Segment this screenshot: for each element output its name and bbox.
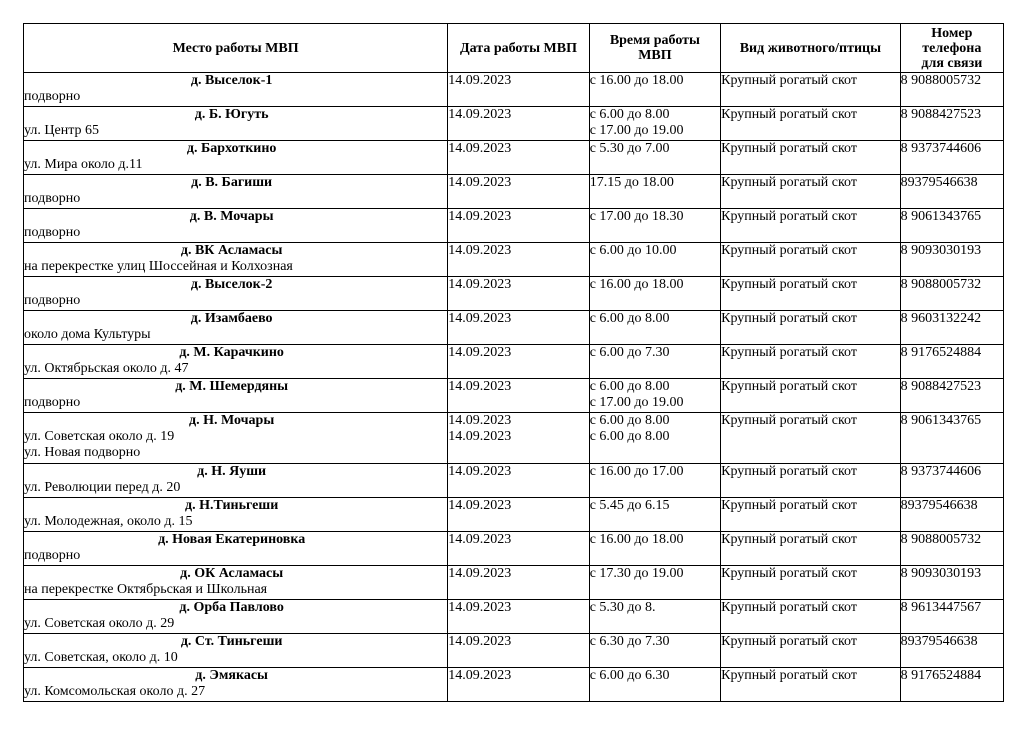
place-cell (24, 379, 448, 413)
address-text: около дома Культуры (24, 327, 151, 342)
work-date: 14.09.2023 (448, 634, 512, 649)
work-date: 14.09.2023 (448, 668, 512, 683)
table-row (24, 668, 1004, 702)
address-text: ул. Комсомольская около д. 27 (24, 684, 206, 699)
address-text: ул. Советская около д. 29 (24, 616, 175, 631)
phone-cell (900, 209, 1003, 243)
work-date: 14.09.2023 (448, 379, 512, 394)
animal-type: Крупный рогатый скот (721, 566, 857, 581)
work-date: 14.09.2023 (448, 600, 512, 615)
animal-cell (721, 141, 901, 175)
table-row (24, 107, 1004, 141)
time-cell (589, 668, 720, 702)
place-cell (24, 277, 448, 311)
date-cell (448, 243, 589, 277)
date-cell (448, 379, 589, 413)
time-cell (589, 73, 720, 107)
animal-cell (721, 532, 901, 566)
phone-number: 8 9176524884 (900, 668, 982, 683)
phone-cell (900, 600, 1003, 634)
work-date: 14.09.2023 (448, 464, 512, 479)
place-cell (24, 311, 448, 345)
animal-cell (721, 566, 901, 600)
animal-cell (721, 498, 901, 532)
animal-type: Крупный рогатый скот (721, 311, 857, 326)
address-text: ул. Октябрьская около д. 47 (24, 361, 189, 376)
village-name: д. М. Шемердяны (175, 379, 289, 394)
work-date: 14.09.2023 (448, 175, 512, 190)
place-cell (24, 634, 448, 668)
village-name: д. Ст. Тиньгеши (180, 634, 283, 649)
place-cell (24, 532, 448, 566)
animal-type: Крупный рогатый скот (721, 209, 857, 224)
address-text: подворно (24, 395, 81, 410)
village-name: д. ОК Асламасы (180, 566, 284, 581)
village-name: д. В. Багиши (191, 175, 273, 190)
address-text: ул. Советская, около д. 10 (24, 650, 178, 665)
phone-number: 8 9061343765 (900, 209, 982, 224)
address-text: ул. Центр 65 (24, 123, 99, 138)
animal-cell (721, 311, 901, 345)
table-row (24, 634, 1004, 668)
phone-number: 89379546638 (900, 634, 978, 649)
table-row (24, 175, 1004, 209)
address-text: подворно (24, 548, 81, 563)
work-date: 14.09.2023 (448, 209, 512, 224)
village-name: д. Б. Югуть (194, 107, 269, 122)
table-row (24, 141, 1004, 175)
phone-number: 89379546638 (900, 175, 978, 190)
phone-number: 8 9088427523 (900, 107, 982, 122)
phone-number: 8 9373744606 (900, 464, 982, 479)
work-date: 14.09.2023 (448, 429, 512, 444)
animal-cell (721, 600, 901, 634)
address-text: подворно (24, 293, 81, 308)
animal-cell (721, 345, 901, 379)
work-time: с 6.00 до 7.30 (589, 345, 670, 360)
table-row (24, 379, 1004, 413)
animal-cell (721, 464, 901, 498)
village-name: д. М. Карачкино (179, 345, 284, 360)
animal-type: Крупный рогатый скот (721, 141, 857, 156)
date-cell (448, 277, 589, 311)
animal-type: Крупный рогатый скот (721, 107, 857, 122)
work-time: с 5.30 до 7.00 (589, 141, 670, 156)
animal-cell (721, 107, 901, 141)
date-cell (448, 600, 589, 634)
phone-number: 89379546638 (900, 498, 978, 513)
animal-type: Крупный рогатый скот (721, 345, 857, 360)
table-row (24, 209, 1004, 243)
village-name: д. Н. Мочары (189, 413, 275, 428)
phone-cell (900, 311, 1003, 345)
header-date: Дата работы МВП (448, 24, 589, 73)
animal-cell (721, 73, 901, 107)
date-cell (448, 175, 589, 209)
animal-type: Крупный рогатый скот (721, 73, 857, 88)
phone-cell (900, 498, 1003, 532)
work-time: с 6.30 до 7.30 (589, 634, 670, 649)
phone-number: 8 9088427523 (900, 379, 982, 394)
place-cell (24, 141, 448, 175)
work-date: 14.09.2023 (448, 277, 512, 292)
phone-number: 8 9093030193 (900, 243, 982, 258)
animal-type: Крупный рогатый скот (721, 498, 857, 513)
phone-cell (900, 107, 1003, 141)
time-cell (589, 634, 720, 668)
phone-cell (900, 464, 1003, 498)
phone-number: 8 9088005732 (900, 277, 982, 292)
place-cell (24, 243, 448, 277)
village-name: д. Новая Екатериновка (158, 532, 306, 547)
date-cell (448, 413, 589, 464)
phone-number: 8 9176524884 (900, 345, 982, 360)
work-time: с 17.30 до 19.00 (589, 566, 684, 581)
phone-number: 8 9613447567 (900, 600, 982, 615)
address-text: ул. Революции перед д. 20 (24, 480, 181, 495)
date-cell (448, 311, 589, 345)
date-cell (448, 464, 589, 498)
animal-type: Крупный рогатый скот (721, 634, 857, 649)
village-name: д. Н. Яуши (197, 464, 267, 479)
animal-type: Крупный рогатый скот (721, 413, 857, 428)
animal-type: Крупный рогатый скот (721, 464, 857, 479)
time-cell (589, 141, 720, 175)
date-cell (448, 532, 589, 566)
phone-cell (900, 379, 1003, 413)
phone-number: 8 9373744606 (900, 141, 982, 156)
phone-cell (900, 532, 1003, 566)
time-cell (589, 498, 720, 532)
place-cell (24, 345, 448, 379)
table-row (24, 600, 1004, 634)
work-date: 14.09.2023 (448, 532, 512, 547)
table-row (24, 413, 1004, 464)
phone-number: 8 9088005732 (900, 73, 982, 88)
address-text: подворно (24, 191, 81, 206)
work-date: 14.09.2023 (448, 413, 512, 428)
date-cell (448, 634, 589, 668)
village-name: д. Эмякасы (195, 668, 268, 683)
work-time: с 16.00 до 18.00 (589, 73, 684, 88)
place-cell (24, 498, 448, 532)
address-text: ул. Молодежная, около д. 15 (24, 514, 193, 529)
address-text-2: ул. Новая подворно (24, 445, 141, 460)
place-cell (24, 175, 448, 209)
work-date: 14.09.2023 (448, 73, 512, 88)
header-place: Место работы МВП (24, 24, 448, 73)
table-row (24, 311, 1004, 345)
place-cell (24, 600, 448, 634)
animal-cell (721, 277, 901, 311)
time-cell (589, 209, 720, 243)
village-name: д. В. Мочары (189, 209, 274, 224)
animal-cell (721, 209, 901, 243)
animal-cell (721, 379, 901, 413)
time-cell (589, 107, 720, 141)
phone-cell (900, 413, 1003, 464)
date-cell (448, 209, 589, 243)
schedule-table (23, 23, 1004, 702)
village-name: д. Выселок-1 (190, 73, 273, 88)
work-date: 14.09.2023 (448, 566, 512, 581)
place-cell (24, 209, 448, 243)
work-time: с 6.00 до 10.00 (589, 243, 677, 258)
animal-cell (721, 175, 901, 209)
phone-cell (900, 634, 1003, 668)
table-row (24, 243, 1004, 277)
phone-cell (900, 141, 1003, 175)
address-text: ул. Мира около д.11 (24, 157, 143, 172)
time-cell (589, 379, 720, 413)
village-name: д. Н.Тиньгеши (185, 498, 279, 513)
date-cell (448, 668, 589, 702)
date-cell (448, 498, 589, 532)
header-time: Время работы МВП (589, 24, 720, 73)
work-date: 14.09.2023 (448, 243, 512, 258)
animal-cell (721, 413, 901, 464)
date-cell (448, 73, 589, 107)
time-cell (589, 464, 720, 498)
date-cell (448, 107, 589, 141)
time-cell (589, 413, 720, 464)
phone-cell (900, 73, 1003, 107)
animal-type: Крупный рогатый скот (721, 243, 857, 258)
village-name: д. Бархоткино (186, 141, 277, 156)
time-cell (589, 277, 720, 311)
animal-type: Крупный рогатый скот (721, 175, 857, 190)
table-row (24, 277, 1004, 311)
address-text: подворно (24, 89, 81, 104)
phone-number: 8 9603132242 (900, 311, 982, 326)
work-time: с 5.30 до 8. (589, 600, 656, 615)
phone-cell (900, 566, 1003, 600)
place-cell (24, 668, 448, 702)
address-text: на перекрестке Октябрьская и Школьная (24, 582, 268, 597)
work-time: с 6.00 до 8.00 (589, 107, 670, 122)
work-date: 14.09.2023 (448, 141, 512, 156)
work-time: с 16.00 до 17.00 (589, 464, 684, 479)
phone-cell (900, 175, 1003, 209)
time-cell (589, 175, 720, 209)
phone-cell (900, 668, 1003, 702)
table-row (24, 345, 1004, 379)
time-cell (589, 600, 720, 634)
work-time: с 17.00 до 19.00 (589, 123, 684, 138)
time-cell (589, 345, 720, 379)
phone-number: 8 9061343765 (900, 413, 982, 428)
place-cell (24, 464, 448, 498)
work-time: с 6.00 до 8.00 (589, 413, 670, 428)
phone-number: 8 9088005732 (900, 532, 982, 547)
time-cell (589, 532, 720, 566)
animal-type: Крупный рогатый скот (721, 532, 857, 547)
table-row (24, 532, 1004, 566)
time-cell (589, 311, 720, 345)
work-time: с 6.00 до 8.00 (589, 311, 670, 326)
header-row (24, 24, 1004, 73)
header-animal: Вид животного/птицы (721, 24, 901, 73)
table-row (24, 73, 1004, 107)
work-time: с 6.00 до 8.00 (589, 429, 670, 444)
animal-type: Крупный рогатый скот (721, 379, 857, 394)
work-time: с 16.00 до 18.00 (589, 277, 684, 292)
schedule-rows (24, 73, 1004, 702)
phone-number: 8 9093030193 (900, 566, 982, 581)
work-time: с 17.00 до 18.30 (589, 209, 684, 224)
work-time: с 6.00 до 8.00 (589, 379, 670, 394)
work-time: с 5.45 до 6.15 (589, 498, 670, 513)
table-row (24, 566, 1004, 600)
animal-cell (721, 668, 901, 702)
animal-type: Крупный рогатый скот (721, 600, 857, 615)
address-text: ул. Советская около д. 19 (24, 429, 175, 444)
work-date: 14.09.2023 (448, 498, 512, 513)
work-date: 14.09.2023 (448, 107, 512, 122)
table-row (24, 464, 1004, 498)
animal-type: Крупный рогатый скот (721, 277, 857, 292)
date-cell (448, 566, 589, 600)
address-text: на перекрестке улиц Шоссейная и Колхозная (24, 259, 293, 274)
animal-cell (721, 634, 901, 668)
time-cell (589, 243, 720, 277)
phone-cell (900, 345, 1003, 379)
village-name: д. Изамбаево (190, 311, 273, 326)
work-time: с 17.00 до 19.00 (589, 395, 684, 410)
work-date: 14.09.2023 (448, 345, 512, 360)
work-time: с 16.00 до 18.00 (589, 532, 684, 547)
place-cell (24, 73, 448, 107)
village-name: д. ВК Асламасы (180, 243, 283, 258)
work-time: с 6.00 до 6.30 (589, 668, 670, 683)
village-name: д. Выселок-2 (190, 277, 273, 292)
phone-cell (900, 277, 1003, 311)
work-time: 17.15 до 18.00 (589, 175, 674, 190)
date-cell (448, 141, 589, 175)
animal-cell (721, 243, 901, 277)
header-phone: Номер телефона для связи (900, 24, 1003, 73)
table-row (24, 498, 1004, 532)
village-name: д. Орба Павлово (179, 600, 284, 615)
place-cell (24, 413, 448, 464)
phone-cell (900, 243, 1003, 277)
animal-type: Крупный рогатый скот (721, 668, 857, 683)
time-cell (589, 566, 720, 600)
address-text: подворно (24, 225, 81, 240)
date-cell (448, 345, 589, 379)
place-cell (24, 107, 448, 141)
work-date: 14.09.2023 (448, 311, 512, 326)
place-cell (24, 566, 448, 600)
